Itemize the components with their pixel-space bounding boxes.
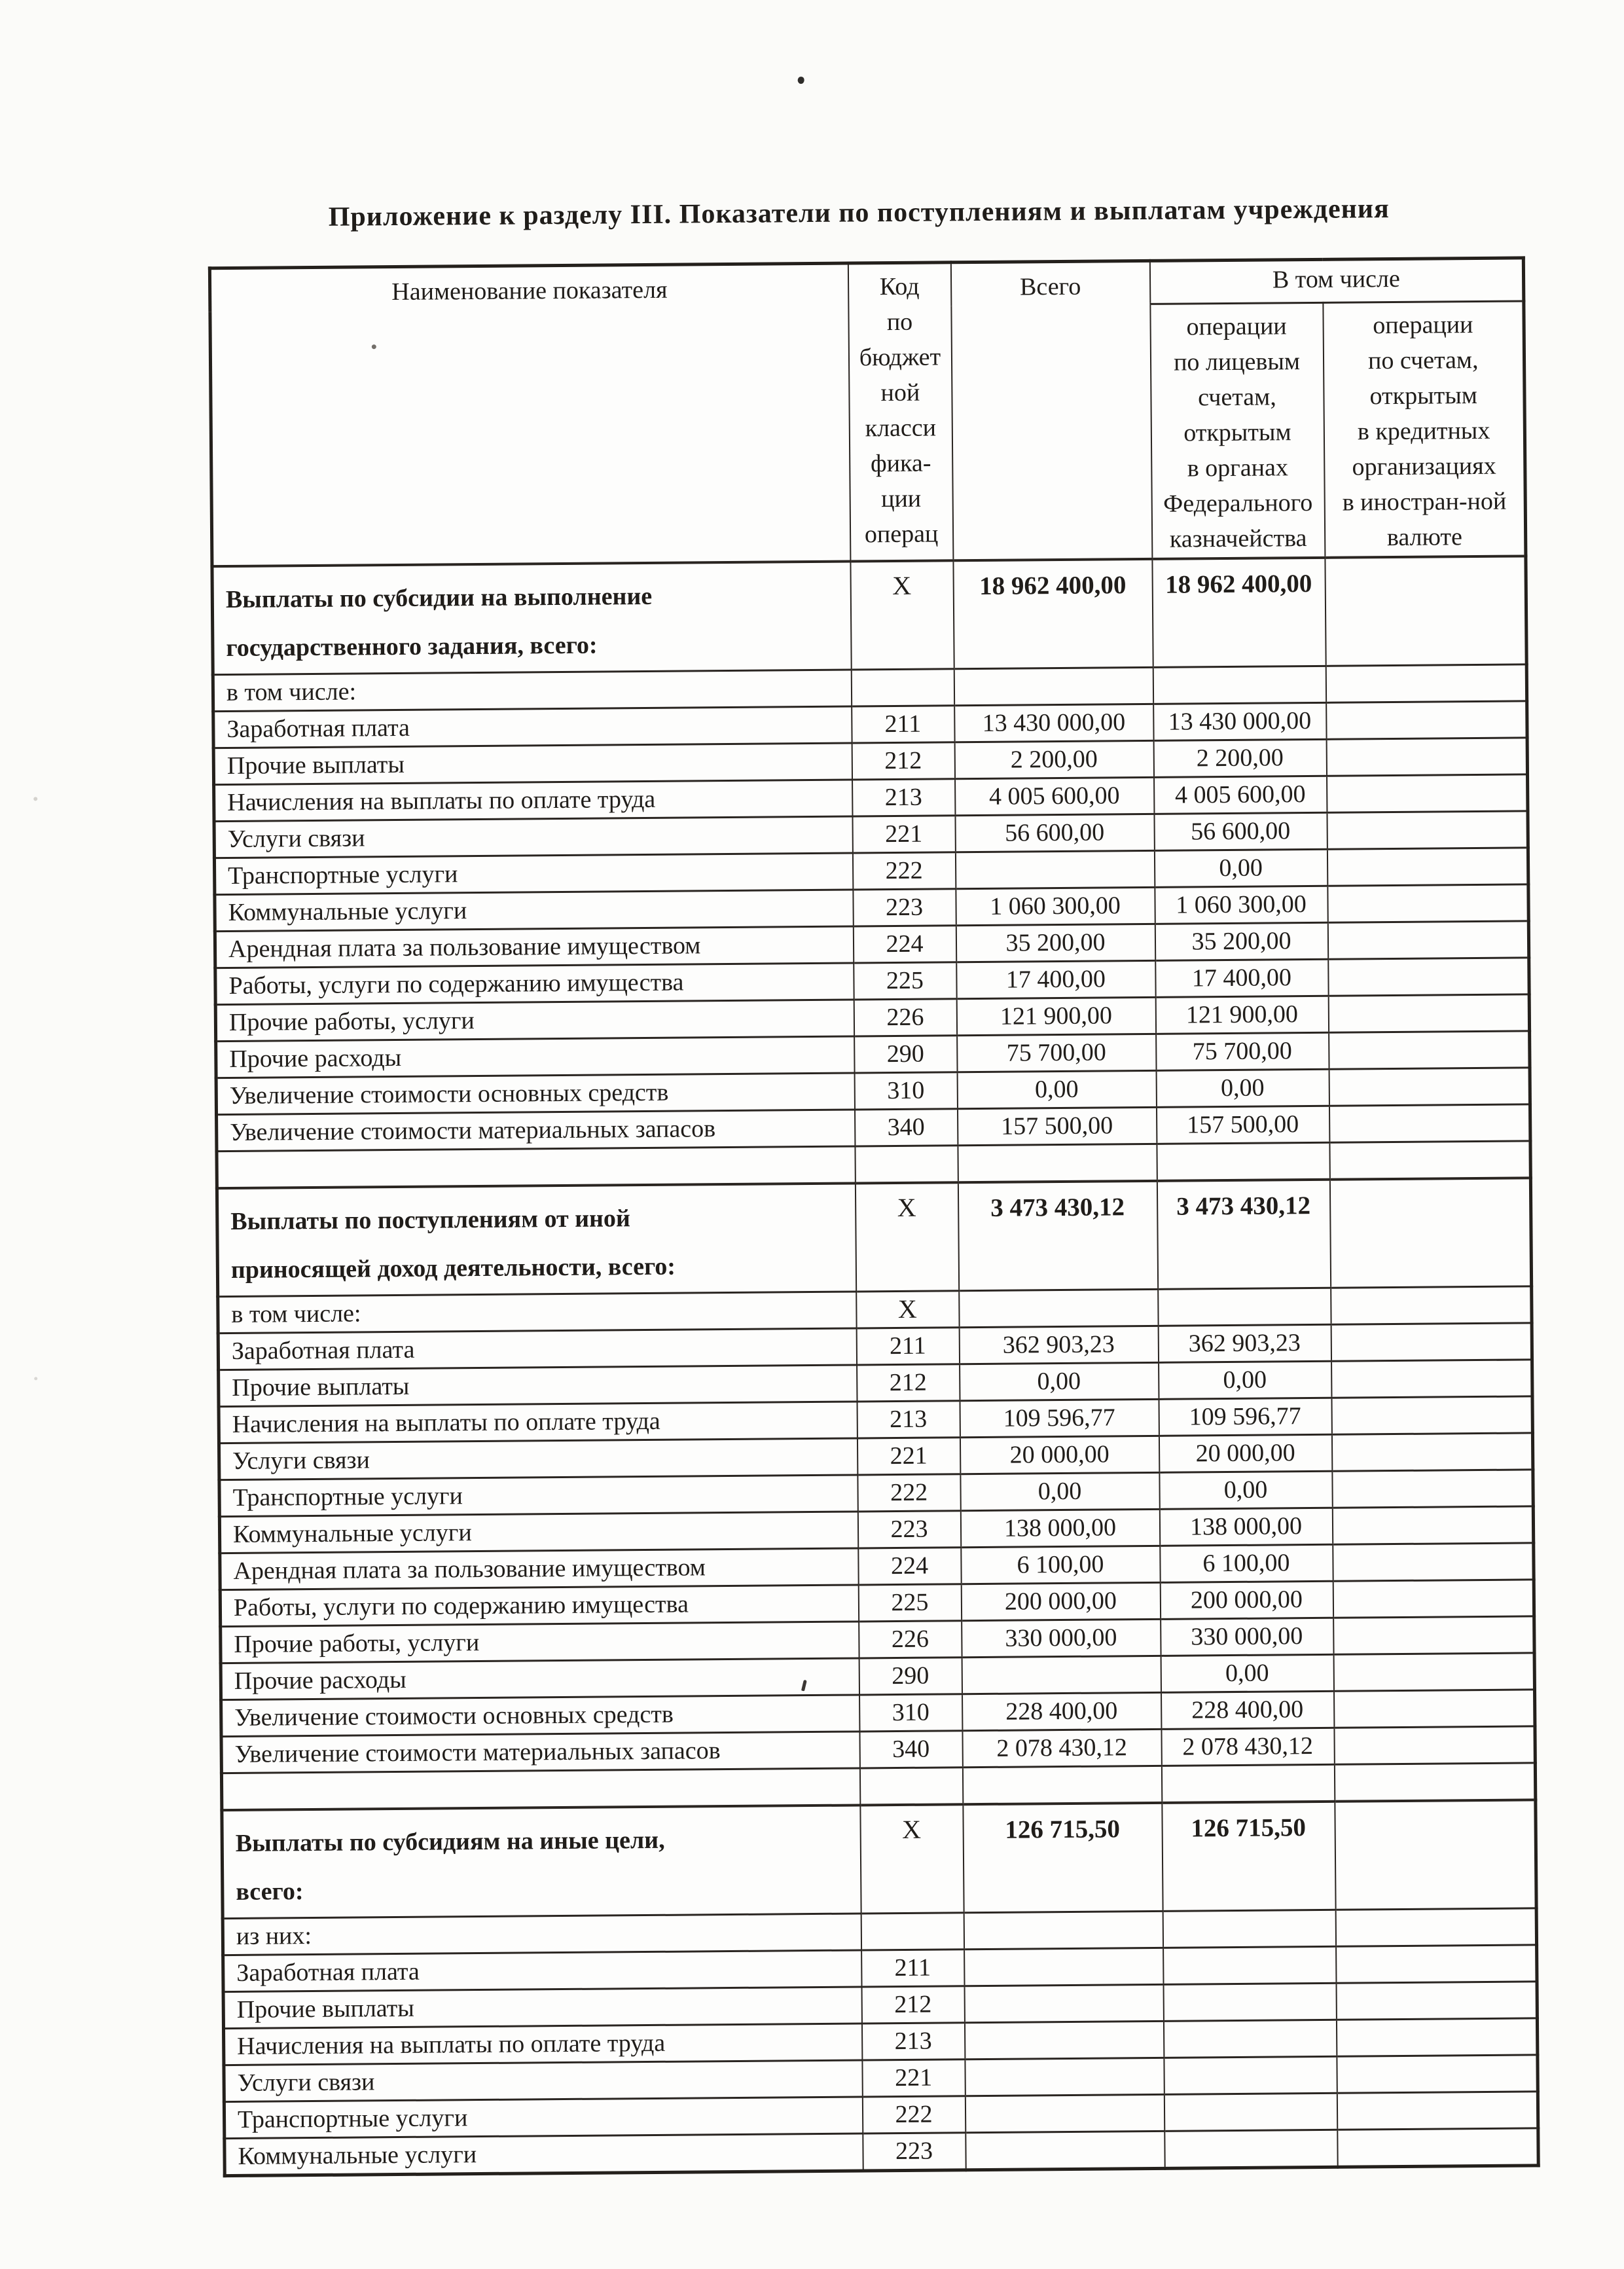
row-treasury-cell (1164, 2093, 1337, 2131)
row-total-cell: 13 430 000,00 (954, 704, 1153, 742)
row-label-cell: Транспортные услуги (224, 2097, 862, 2139)
row-total-cell: 56 600,00 (955, 814, 1154, 852)
row-total-cell: 4 005 600,00 (955, 777, 1154, 815)
row-label-cell: Увеличение стоимости материальных запасов (221, 1732, 859, 1773)
row-label-cell: Выплаты по субсидии на выполнение государственного задания, всего: (212, 561, 851, 674)
row-credit-cell (1329, 1178, 1531, 1288)
row-total-cell (955, 850, 1154, 888)
row-label-cell: Коммунальные услуги (215, 890, 853, 932)
row-credit-cell (1333, 1543, 1534, 1581)
row-credit-cell (1329, 1141, 1530, 1180)
row-code-cell: 290 (854, 1036, 957, 1073)
row-total-cell (958, 1144, 1157, 1182)
row-total-cell: 2 200,00 (954, 740, 1153, 778)
document-title: Приложение к разделу III. Показатели по поступлениям и выплатам учреждения (328, 194, 1390, 232)
row-credit-cell (1335, 1908, 1536, 1946)
row-treasury-cell: 330 000,00 (1161, 1618, 1333, 1656)
row-credit-cell (1337, 2092, 1538, 2130)
row-credit-cell (1336, 2018, 1537, 2056)
row-credit-cell (1327, 921, 1528, 959)
budget-table (208, 256, 1540, 2177)
row-total-cell (965, 2095, 1164, 2133)
row-total-cell (964, 1948, 1163, 1986)
row-treasury-cell: 56 600,00 (1154, 812, 1327, 850)
section-row (222, 1800, 1536, 1918)
row-total-cell: 200 000,00 (961, 1582, 1160, 1620)
row-code-cell: 310 (854, 1072, 957, 1110)
row-credit-cell (1329, 1068, 1530, 1106)
row-treasury-cell: 75 700,00 (1156, 1032, 1329, 1070)
header-total-cell: Всего (950, 261, 1152, 560)
row-treasury-cell: 17 400,00 (1155, 959, 1328, 997)
row-treasury-cell (1161, 1764, 1334, 1803)
row-code-cell: 212 (861, 1986, 964, 2024)
row-code-cell: 222 (852, 852, 955, 890)
row-code-cell: 211 (852, 706, 954, 743)
row-credit-cell (1327, 811, 1528, 849)
row-label-cell: в том числе: (218, 1292, 856, 1334)
row-label-cell: Прочие выплаты (223, 1987, 861, 2029)
row-code-cell: 211 (856, 1328, 959, 1365)
row-credit-cell (1333, 1580, 1534, 1618)
row-total-cell (962, 1656, 1161, 1694)
row-code-cell: Х (850, 560, 954, 670)
row-total-cell (959, 1289, 1158, 1327)
row-credit-cell (1336, 1945, 1537, 1983)
row-code-cell: 221 (852, 816, 955, 853)
row-code-cell: 211 (861, 1950, 964, 1987)
row-treasury-cell (1164, 2056, 1337, 2094)
row-label-cell: Арендная плата за пользование имуществом (215, 926, 853, 968)
row-treasury-cell: 0,00 (1159, 1361, 1331, 1399)
row-total-cell: 0,00 (960, 1362, 1159, 1400)
row-total-cell: 6 100,00 (961, 1546, 1160, 1584)
row-treasury-cell: 4 005 600,00 (1154, 776, 1327, 814)
row-code-cell: 222 (862, 2096, 965, 2133)
row-total-cell: 157 500,00 (957, 1107, 1156, 1145)
row-total-cell (962, 1766, 1161, 1804)
row-label-cell: Прочие работы, услуги (215, 1000, 854, 1042)
row-code-cell: 223 (853, 889, 956, 926)
row-label-cell: Заработная плата (223, 1950, 861, 1992)
row-credit-cell (1334, 1726, 1535, 1764)
row-treasury-cell: 18 962 400,00 (1152, 558, 1326, 668)
row-label-cell: Коммунальные услуги (225, 2133, 863, 2176)
row-code-cell: 224 (858, 1548, 961, 1585)
row-treasury-cell: 109 596,77 (1159, 1398, 1331, 1436)
row-code-cell (851, 669, 954, 706)
scan-artifact-dot (798, 77, 804, 84)
row-total-cell: 20 000,00 (960, 1436, 1159, 1474)
row-treasury-cell (1157, 1142, 1329, 1181)
row-total-cell: 0,00 (960, 1472, 1159, 1510)
row-treasury-cell (1164, 2130, 1337, 2168)
row-credit-cell (1333, 1653, 1534, 1691)
row-credit-cell (1337, 2055, 1538, 2093)
row-total-cell: 1 060 300,00 (956, 887, 1155, 925)
row-label-cell: Транспортные услуги (219, 1475, 857, 1517)
row-label-cell: Работы, услуги по содержанию имущества (215, 963, 854, 1005)
row-treasury-cell (1163, 1984, 1336, 2022)
row-label-cell: Прочие расходы (221, 1658, 859, 1700)
row-treasury-cell (1163, 2020, 1336, 2058)
row-treasury-cell: 35 200,00 (1155, 922, 1327, 960)
row-label-cell: Услуги связи (214, 816, 852, 858)
row-credit-cell (1325, 556, 1526, 666)
row-code-cell: 290 (859, 1658, 962, 1695)
row-label-cell: Заработная плата (213, 706, 852, 748)
row-label-cell: Начисления на выплаты по оплате труда (219, 1402, 857, 1443)
row-code-cell: 340 (854, 1109, 957, 1146)
row-label-cell (217, 1146, 855, 1188)
row-credit-cell (1332, 1506, 1533, 1544)
table-body (212, 556, 1538, 2176)
row-total-cell: 17 400,00 (956, 960, 1155, 998)
row-treasury-cell: 0,00 (1154, 849, 1327, 887)
row-code-cell: 212 (852, 742, 954, 780)
row-total-cell (954, 667, 1153, 705)
row-credit-cell (1327, 848, 1528, 886)
row-treasury-cell: 3 473 430,12 (1157, 1180, 1330, 1290)
row-total-cell: 121 900,00 (956, 997, 1155, 1035)
row-treasury-cell: 2 078 430,12 (1161, 1728, 1334, 1766)
row-credit-cell (1328, 958, 1529, 996)
row-label-cell: Коммунальные услуги (219, 1512, 857, 1553)
row-credit-cell (1331, 1360, 1532, 1398)
row-treasury-cell: 2 200,00 (1153, 739, 1326, 777)
table-header (209, 258, 1526, 566)
row-credit-cell (1326, 701, 1527, 739)
header-credit-org-cell: операции по счетам, открытым в кредитных организациях в иностран-ной валюте (1323, 301, 1526, 558)
row-credit-cell (1332, 1470, 1533, 1508)
section-row (212, 556, 1526, 674)
row-code-cell: 226 (854, 999, 956, 1036)
row-treasury-cell: 20 000,00 (1159, 1434, 1331, 1472)
row-label-cell: Услуги связи (219, 1438, 857, 1480)
row-label-cell: Прочие работы, услуги (221, 1622, 859, 1663)
row-credit-cell (1337, 2128, 1538, 2167)
row-label-cell (221, 1768, 859, 1810)
row-total-cell (964, 1912, 1163, 1950)
row-total-cell: 109 596,77 (960, 1399, 1159, 1437)
row-label-cell: Арендная плата за пользование имуществом (220, 1548, 858, 1590)
row-label-cell: из них: (223, 1914, 861, 1955)
row-credit-cell (1335, 1800, 1536, 1910)
row-label-cell: Прочие расходы (216, 1036, 854, 1078)
row-code-cell: 340 (859, 1731, 962, 1768)
scan-artifact-speck (33, 797, 37, 801)
row-code-cell: Х (860, 1804, 964, 1914)
header-name-cell: Наименование показателя (209, 263, 850, 566)
row-credit-cell (1333, 1616, 1534, 1654)
row-treasury-cell: 0,00 (1156, 1069, 1329, 1107)
row-treasury-cell: 362 903,23 (1158, 1324, 1331, 1362)
row-code-cell: 310 (859, 1694, 962, 1732)
row-treasury-cell (1163, 1910, 1335, 1948)
row-label-cell: Выплаты по поступлениям от иной приносящей доход деятельности, всего: (217, 1183, 856, 1296)
row-credit-cell (1336, 1982, 1537, 2020)
row-code-cell (855, 1146, 958, 1184)
row-treasury-cell (1158, 1288, 1331, 1326)
row-label-cell: Увеличение стоимости основных средств (216, 1073, 854, 1115)
row-treasury-cell: 200 000,00 (1160, 1581, 1333, 1619)
row-label-cell: Транспортные услуги (214, 853, 852, 895)
row-total-cell: 362 903,23 (959, 1326, 1158, 1364)
row-credit-cell (1331, 1323, 1532, 1361)
row-treasury-cell (1153, 666, 1326, 704)
row-label-cell: Услуги связи (224, 2060, 862, 2102)
row-credit-cell (1329, 1104, 1530, 1142)
row-label-cell: Начисления на выплаты по оплате труда (223, 2024, 861, 2065)
row-total-cell (964, 1985, 1163, 2023)
row-label-cell: Прочие выплаты (219, 1365, 857, 1407)
row-code-cell: 213 (857, 1401, 960, 1438)
row-label-cell: Заработная плата (218, 1328, 856, 1370)
row-credit-cell (1328, 994, 1529, 1032)
row-treasury-cell (1163, 1947, 1336, 1985)
row-credit-cell (1326, 664, 1526, 702)
header-treasury-accounts-cell: операции по лицевым счетам, открытым в органах Федерального казначейства (1150, 302, 1325, 558)
section-row (217, 1178, 1531, 1296)
row-total-cell: 18 962 400,00 (953, 559, 1153, 669)
row-code-cell: 224 (853, 926, 956, 963)
header-code-cell: Код по бюджет ной класси фика- ции операц (848, 263, 953, 561)
row-treasury-cell: 6 100,00 (1160, 1544, 1333, 1582)
row-code-cell: 213 (861, 2023, 964, 2060)
row-total-cell: 2 078 430,12 (962, 1729, 1161, 1767)
row-label-cell: Увеличение стоимости материальных запасов (217, 1110, 855, 1152)
row-credit-cell (1331, 1396, 1532, 1434)
header-including-cell: В том числе (1149, 258, 1524, 304)
row-code-cell (861, 1913, 964, 1950)
row-code-cell: 226 (859, 1621, 962, 1658)
row-total-cell: 228 400,00 (962, 1692, 1161, 1730)
row-credit-cell (1333, 1690, 1534, 1728)
row-treasury-cell: 157 500,00 (1156, 1106, 1329, 1144)
row-total-cell: 330 000,00 (962, 1619, 1161, 1657)
row-credit-cell (1327, 774, 1528, 812)
row-treasury-cell: 0,00 (1161, 1654, 1333, 1692)
row-label-cell: Начисления на выплаты по оплате труда (214, 780, 852, 822)
row-total-cell (965, 2058, 1164, 2096)
row-code-cell: 213 (852, 779, 955, 816)
row-total-cell: 138 000,00 (960, 1509, 1159, 1547)
row-total-cell: 0,00 (957, 1070, 1156, 1108)
row-treasury-cell: 228 400,00 (1161, 1691, 1334, 1729)
row-total-cell (965, 2132, 1164, 2170)
row-credit-cell (1329, 1031, 1530, 1069)
row-total-cell: 35 200,00 (956, 924, 1155, 962)
row-code-cell: 225 (858, 1584, 961, 1622)
row-total-cell (964, 2022, 1163, 2060)
row-treasury-cell: 0,00 (1159, 1471, 1332, 1509)
row-code-cell: Х (856, 1291, 959, 1328)
row-treasury-cell: 121 900,00 (1155, 996, 1328, 1034)
row-code-cell: 221 (862, 2060, 965, 2097)
row-credit-cell (1334, 1763, 1535, 1802)
row-treasury-cell: 138 000,00 (1159, 1508, 1332, 1546)
row-total-cell: 126 715,50 (963, 1803, 1163, 1913)
row-code-cell: 222 (857, 1474, 960, 1512)
row-code-cell (859, 1768, 962, 1806)
row-credit-cell (1331, 1433, 1532, 1471)
row-code-cell: 221 (857, 1438, 960, 1475)
row-label-cell: в том числе: (213, 670, 851, 712)
row-label-cell: Работы, услуги по содержанию имущества (220, 1585, 858, 1627)
row-label-cell: Увеличение стоимости основных средств (221, 1695, 859, 1737)
row-treasury-cell: 13 430 000,00 (1153, 702, 1326, 740)
row-code-cell: 225 (854, 962, 956, 1000)
row-total-cell: 3 473 430,12 (958, 1181, 1157, 1291)
row-treasury-cell: 1 060 300,00 (1155, 886, 1327, 924)
row-code-cell: 212 (857, 1364, 960, 1402)
row-treasury-cell: 126 715,50 (1162, 1802, 1335, 1912)
row-code-cell: 223 (863, 2133, 965, 2171)
row-label-cell: Прочие выплаты (213, 743, 852, 785)
row-credit-cell (1331, 1286, 1532, 1324)
scan-artifact-speck (34, 1377, 37, 1380)
row-credit-cell (1327, 884, 1528, 922)
row-total-cell: 75 700,00 (957, 1034, 1156, 1072)
row-code-cell: 223 (857, 1511, 960, 1548)
row-code-cell: Х (855, 1182, 958, 1292)
row-label-cell: Выплаты по субсидиям на иные цели, всего: (222, 1806, 861, 1919)
row-credit-cell (1326, 738, 1527, 776)
